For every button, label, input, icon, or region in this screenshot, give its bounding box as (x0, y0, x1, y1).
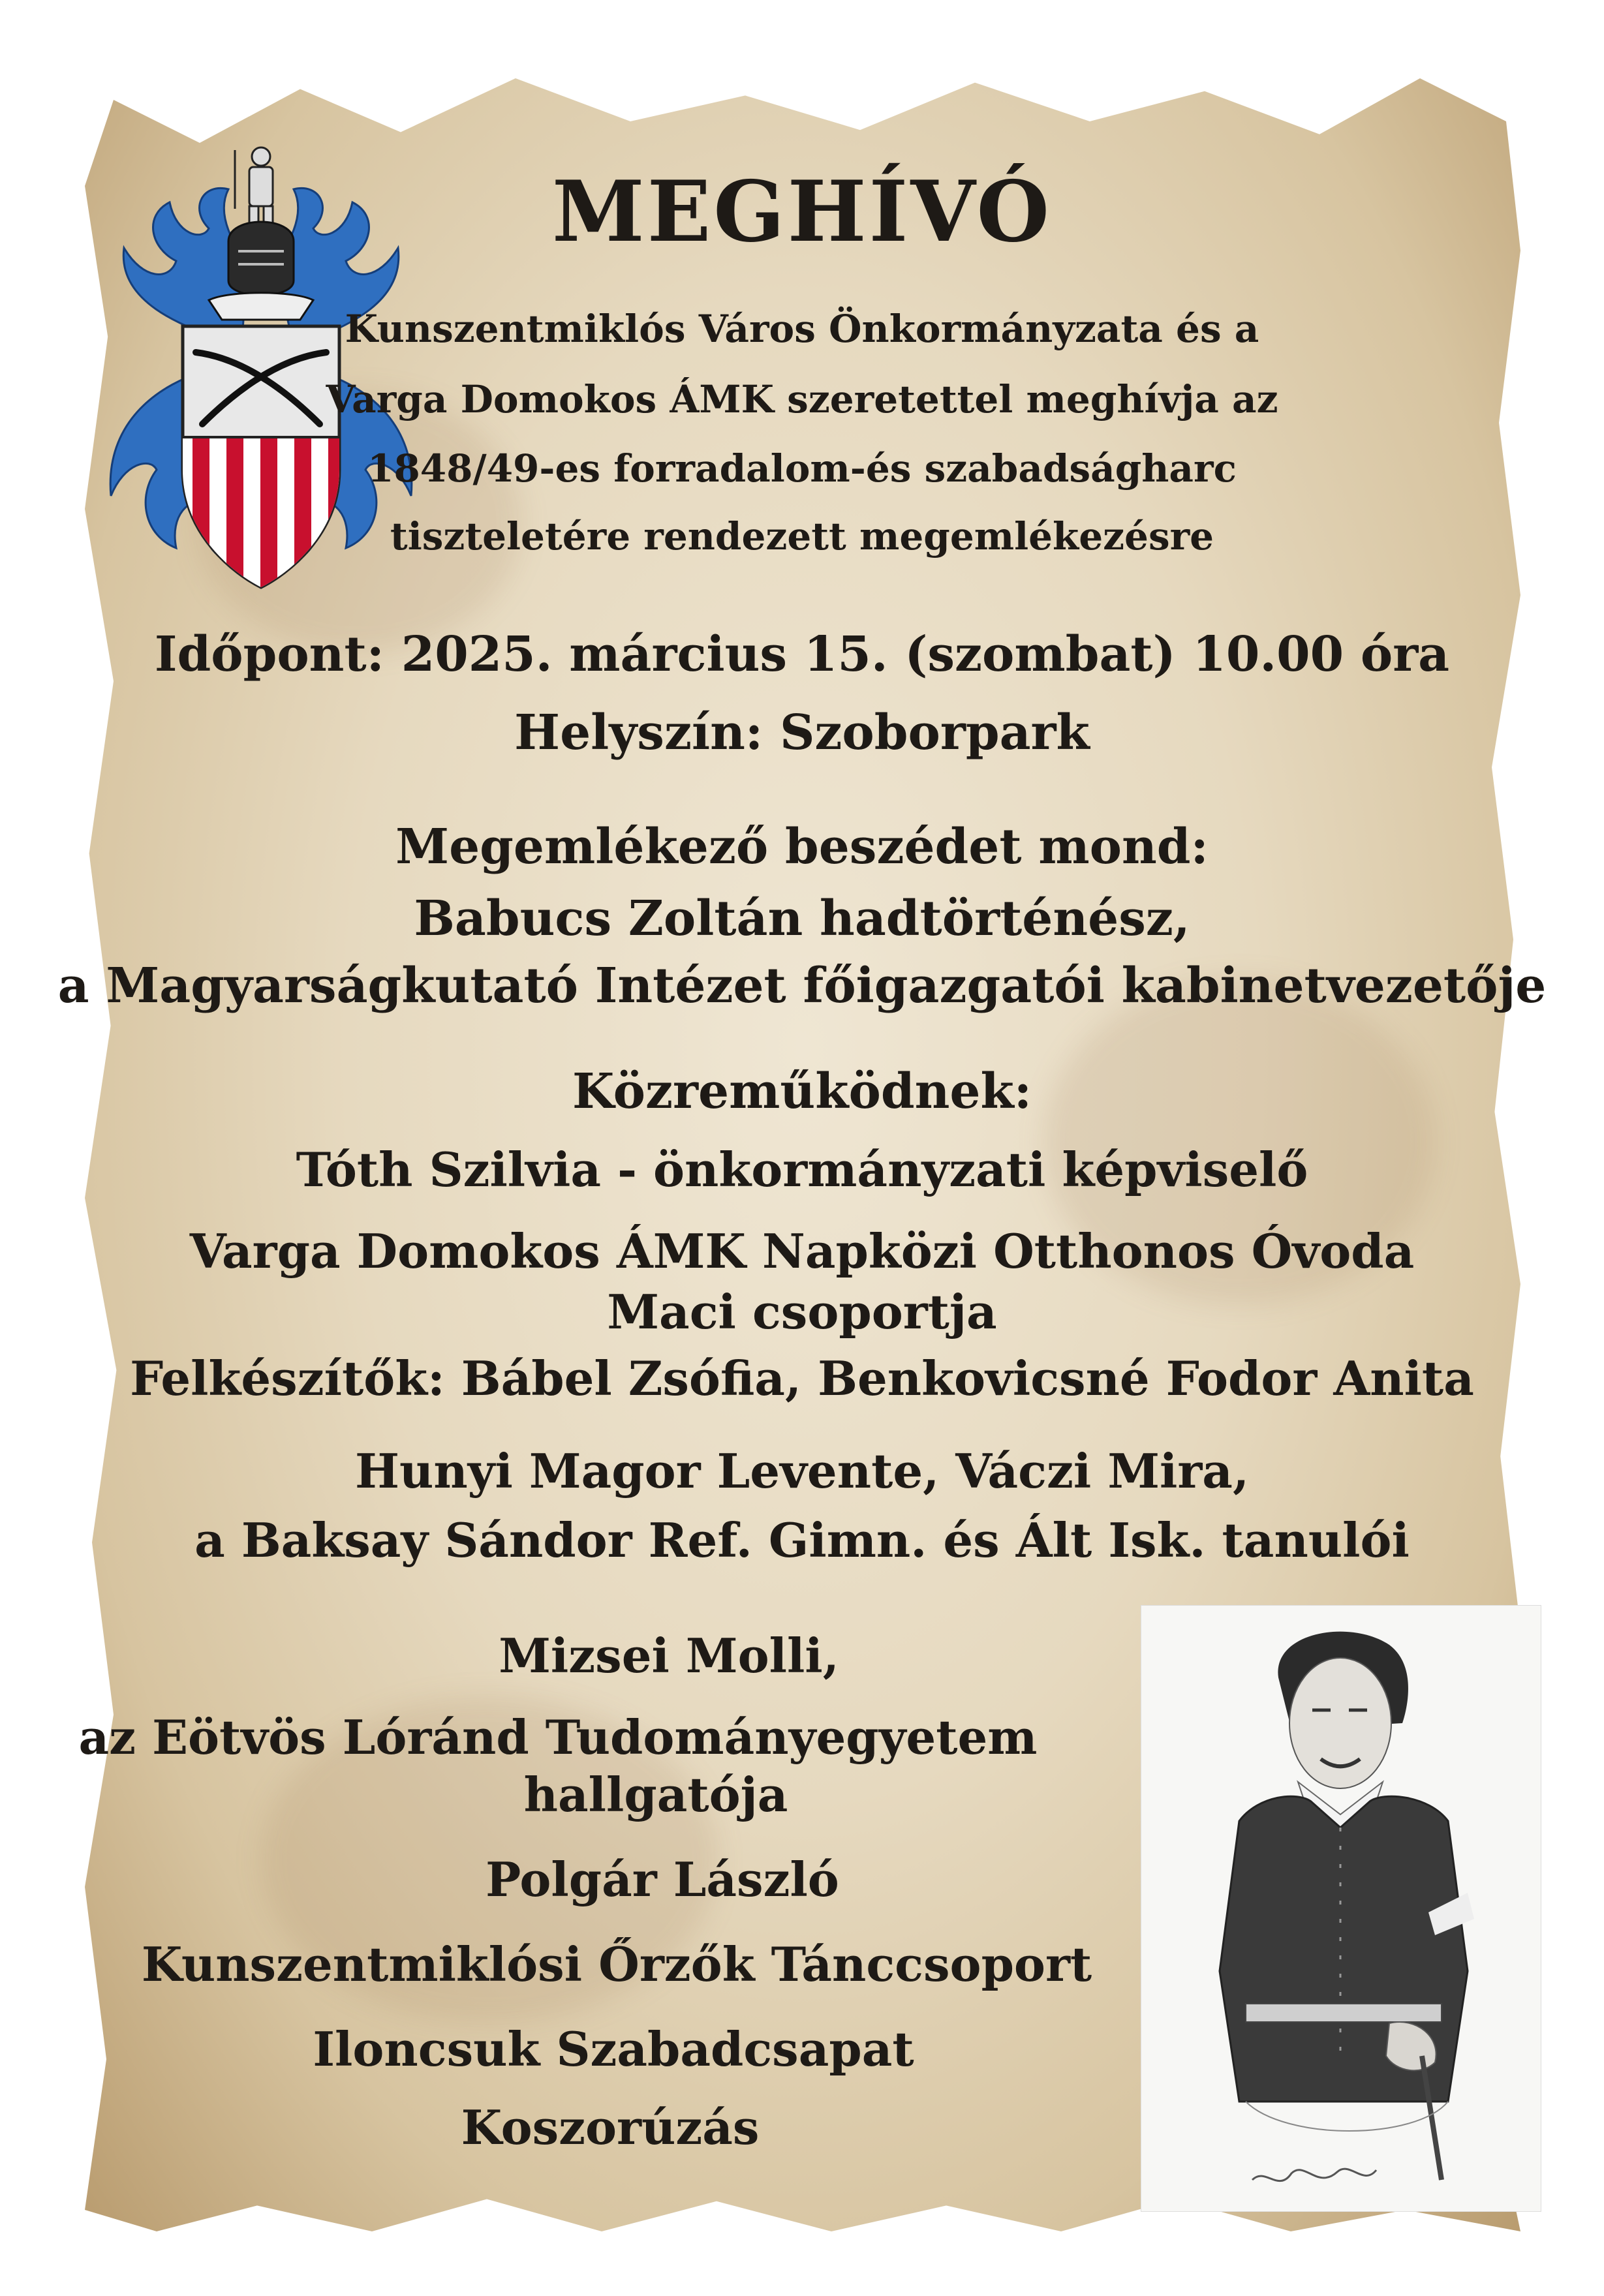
contributor-line: a Baksay Sándor Ref. Gimn. és Ált Isk. tanulói (194, 1512, 1410, 1568)
contributor-line: Koszorúzás (461, 2100, 760, 2155)
intro-line: tiszteletére rendezett megemlékezésre (390, 514, 1214, 559)
contributor-line: Varga Domokos ÁMK Napközi Otthonos Óvoda (189, 1223, 1415, 1279)
speech-heading: Megemlékező beszédet mond: (395, 819, 1209, 875)
portrait-engraving (1141, 1605, 1541, 2212)
contributor-line: Kunszentmiklósi Őrzők Tánccsoport (141, 1936, 1092, 1992)
contributor-line: Polgár László (486, 1852, 839, 1907)
contributor-line: az Eötvös Lóránd Tudományegyetem (78, 1709, 1038, 1765)
contributor-line: Iloncsuk Szabadcsapat (313, 2021, 914, 2077)
speaker-name: Babucs Zoltán hadtörténész, (414, 891, 1190, 947)
invitation-title: MEGHÍVÓ (552, 163, 1052, 261)
contributor-line: Tóth Szilvia - önkormányzati képviselő (296, 1142, 1308, 1197)
intro-line: 1848/49-es forradalom-és szabadságharc (367, 446, 1237, 491)
portrait-figure-icon (1141, 1606, 1541, 2211)
contributors-heading: Közreműködnek: (572, 1064, 1032, 1120)
contributor-line: hallgatója (523, 1767, 788, 1822)
event-place: Helyszín: Szoborpark (514, 705, 1090, 761)
intro-line: Kunszentmiklós Város Önkormányzata és a (345, 307, 1259, 351)
speaker-title: a Magyarságkutató Intézet főigazgatói kabinetvezetője (57, 958, 1547, 1014)
contributor-line: Mizsei Molli, (499, 1628, 839, 1683)
contributor-line: Maci csoportja (607, 1284, 997, 1339)
contributor-line: Felkészítők: Bábel Zsófia, Benkovicsné Fodor Anita (130, 1351, 1474, 1406)
event-time: Időpont: 2025. március 15. (szombat) 10.00 óra (154, 626, 1450, 682)
contributor-line: Hunyi Magor Levente, Váczi Mira, (354, 1443, 1250, 1499)
intro-line: Varga Domokos ÁMK szeretettel meghívja az (326, 377, 1278, 421)
